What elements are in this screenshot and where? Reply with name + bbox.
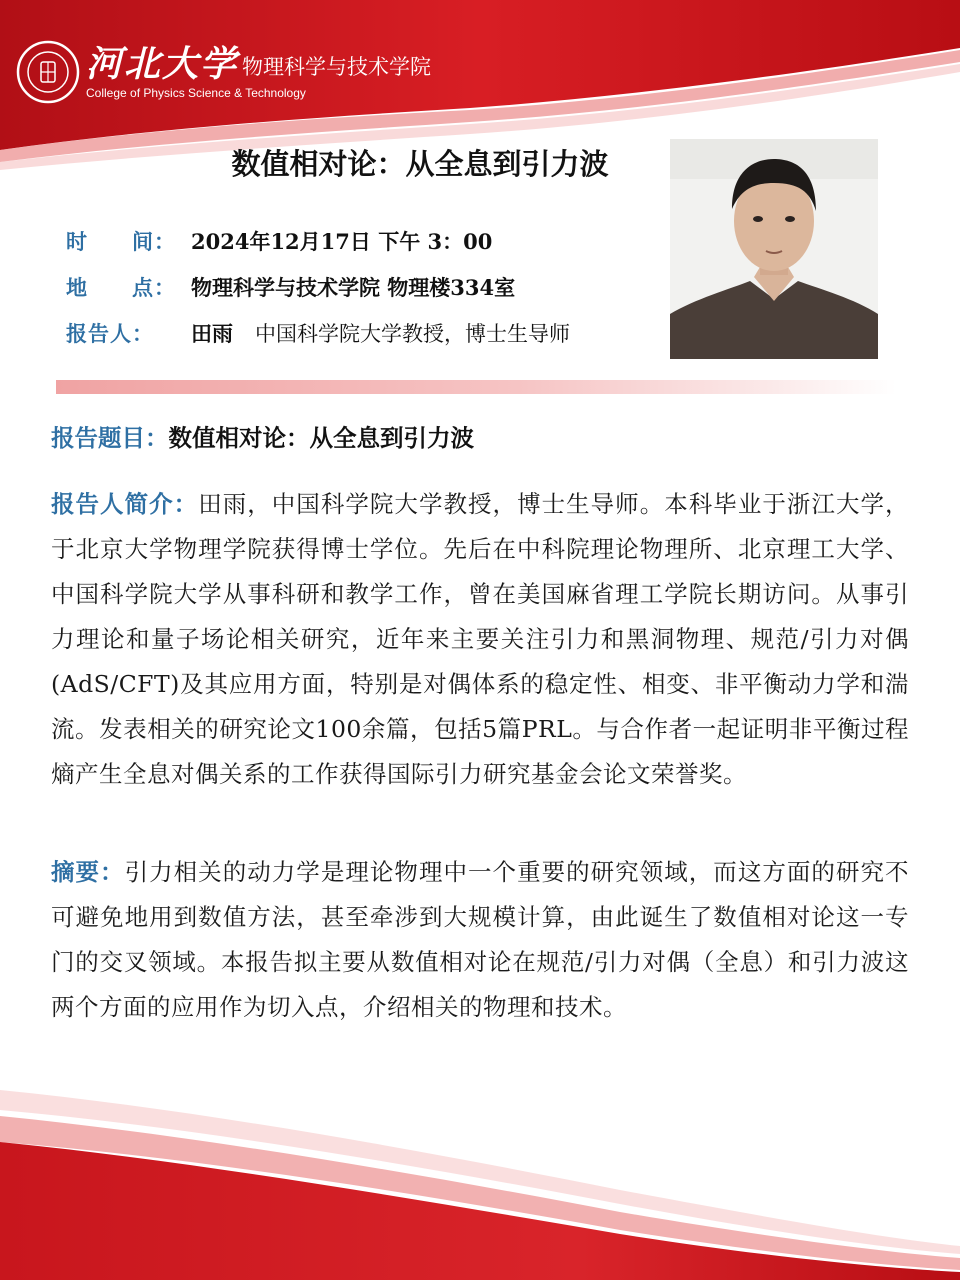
event-info — [66, 218, 570, 356]
college-name-en: College of Physics Science & Technology — [86, 86, 306, 100]
bio-section — [51, 482, 909, 797]
bio-text: 田雨，中国科学院大学教授，博士生导师。本科毕业于浙江大学，于北京大学物理学院获得博士学位。先后在中科院理论物理所、北京理工大学、中国科学院大学从事科研和教学工作，曾在美国麻省理工学院长期访问。从事引力理论和量子场论相关研究，近年来主要关注引力和黑洞物理、规范/引力对偶(AdS/CFT)及其应用方面，特别是对偶体系的稳定性、相变、非平衡动力学和湍流。发表相关的研究论文100余篇，包括5篇PRL。与合作者一起证明非平衡过程熵产生全息对偶关系的工作获得国际引力研究基金会论文荣誉奖。 — [51, 490, 910, 788]
speaker-photo — [670, 139, 878, 359]
college-name: 物理科学与技术学院 — [242, 55, 432, 79]
section-divider — [56, 380, 896, 394]
speaker-title: 中国科学院大学教授，博士生导师 — [255, 322, 570, 346]
page-title: 数值相对论：从全息到引力波 — [231, 147, 609, 181]
topic-value: 数值相对论：从全息到引力波 — [168, 424, 474, 452]
abstract-text: 引力相关的动力学是理论物理中一个重要的研究领域，而这方面的研究不可避免地用到数值方法，甚至牵涉到大规模计算，由此诞生了数值相对论这一专门的交叉领域。本报告拟主要从数值相对论在规范/引力对偶（全息）和引力波这两个方面的应用作为切入点，介绍相关的物理和技术。 — [51, 858, 910, 1021]
university-seal-icon — [16, 40, 80, 104]
location-row — [66, 264, 570, 310]
location-value: 物理科学与技术学院 物理楼334室 — [191, 275, 516, 300]
time-value: 2024年12月17日 下午 3：00 — [191, 229, 493, 254]
speaker-row — [66, 310, 570, 356]
abstract-label: 摘要： — [51, 858, 125, 886]
location-label: 地 点： — [66, 275, 176, 300]
speaker-name: 田雨 — [191, 321, 233, 346]
speaker-label: 报告人： — [66, 321, 154, 346]
topic-section — [51, 416, 909, 461]
footer-red-wave — [0, 1070, 960, 1280]
abstract-section — [51, 850, 909, 1030]
time-label: 时 间： — [66, 229, 176, 254]
bio-label: 报告人简介： — [51, 490, 199, 518]
topic-label: 报告题目： — [51, 424, 169, 452]
college-logo — [16, 40, 431, 104]
time-row — [66, 218, 570, 264]
university-name: 河北大学 — [86, 43, 239, 85]
